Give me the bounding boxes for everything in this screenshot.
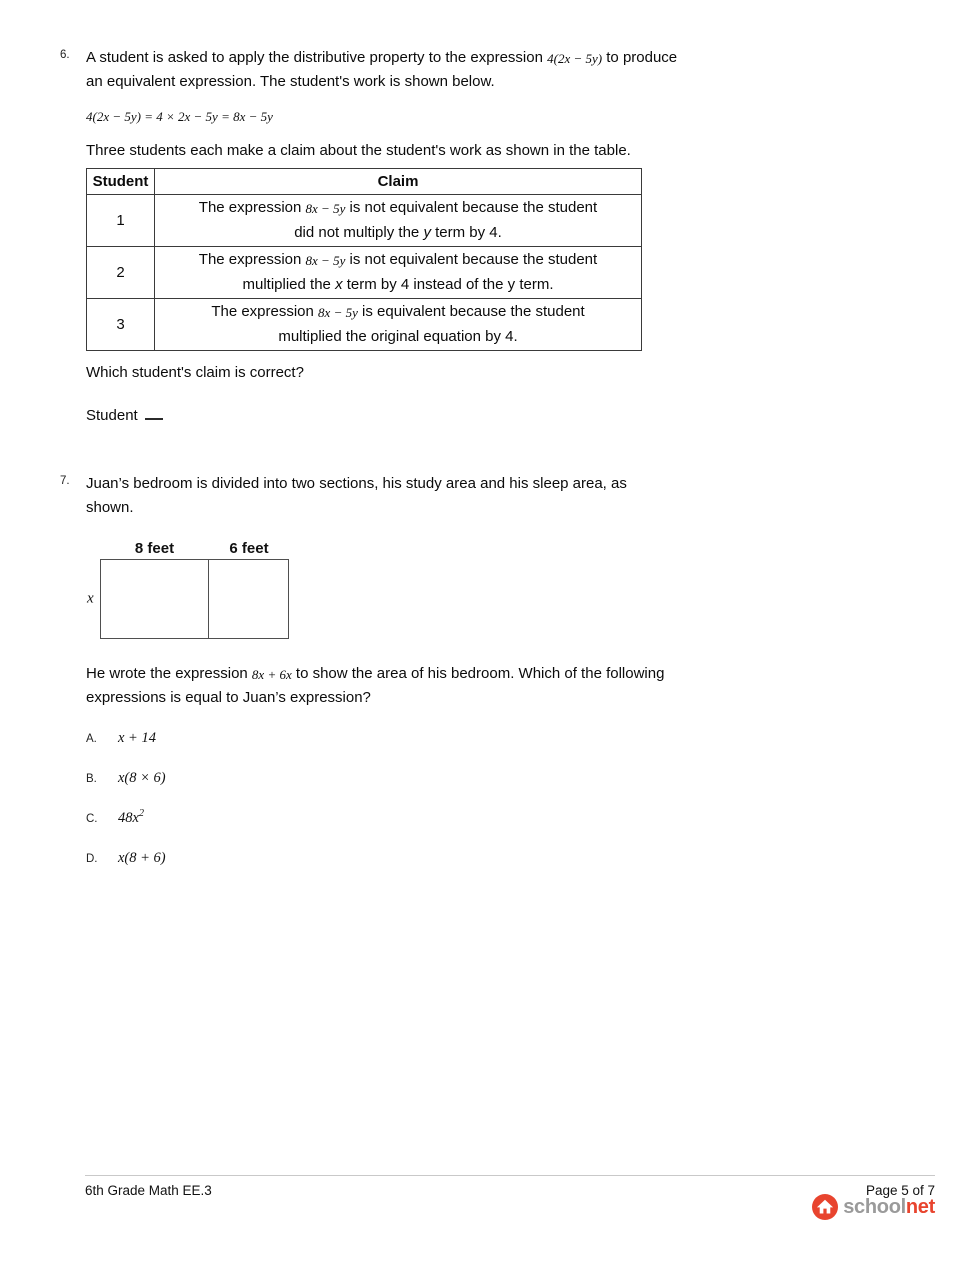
question-7-body — [86, 472, 979, 888]
question-6-prompt-text-1: A student is asked to apply the distributive property to the expression — [86, 49, 543, 66]
schoolnet-logo — [812, 1194, 935, 1220]
answer-line — [86, 407, 979, 424]
option-c-letter: C. — [86, 812, 98, 825]
claim-3-math: 8x − 5y — [318, 305, 358, 320]
answer-options — [86, 728, 979, 869]
student-2-number: 2 — [87, 247, 155, 299]
question-6-number: 6. — [60, 49, 70, 61]
option-d-letter: D. — [86, 852, 98, 865]
answer-blank — [145, 407, 163, 420]
claim-2-text-4: term by 4 instead of the y term. — [346, 275, 554, 293]
question-7-prompt — [86, 472, 979, 520]
question-7-ask-text-1: He wrote the expression — [86, 665, 248, 682]
claim-1-variable: y — [423, 223, 431, 241]
logo-text-net: net — [905, 1196, 935, 1218]
option-d-expression-text: x(8 + 6) — [118, 849, 166, 866]
claim-1-math: 8x − 5y — [305, 201, 346, 216]
option-a-letter: A. — [86, 732, 97, 745]
claim-3-text-3: multiplied the original equation by 4. — [278, 327, 518, 345]
claim-3-text-1: The expression — [211, 303, 314, 320]
question-7-ask-math: 8x + 6x — [251, 667, 292, 682]
sleep-area-rect — [209, 559, 289, 639]
option-c-expression-text: 48x — [118, 809, 139, 826]
schoolnet-logo-text — [843, 1194, 935, 1220]
logo-text-school: school — [843, 1196, 906, 1218]
schoolnet-house-icon — [812, 1194, 838, 1220]
claims-table — [86, 168, 642, 351]
diagram-label-6-feet: 6 feet — [229, 540, 269, 557]
claim-2-math: 8x − 5y — [305, 253, 346, 268]
question-6-prompt-text-2: to produce — [606, 49, 678, 66]
option-d-expression — [118, 848, 166, 867]
answer-label: Student — [86, 407, 138, 424]
option-b-letter: B. — [86, 772, 97, 785]
diagram-rectangles — [87, 559, 290, 639]
claim-1-text-2: is not equivalent because the student — [349, 199, 598, 216]
footer-course-label: 6th Grade Math EE.3 — [85, 1183, 212, 1198]
question-7 — [60, 472, 979, 888]
table-row-student-3 — [87, 299, 642, 351]
student-work-equation: 4(2x − 5y) = 4 × 2x − 5y = 8x − 5y — [86, 109, 273, 124]
question-7-ask-text-2: to show the area of his bedroom. Which of the following — [295, 665, 665, 682]
claims-table-body — [87, 195, 642, 351]
question-6-ask: Which student's claim is correct? — [86, 364, 304, 381]
student-1-claim — [155, 195, 642, 247]
question-7-ask — [86, 662, 979, 710]
bedroom-diagram — [87, 540, 290, 639]
student-3-number: 3 — [87, 299, 155, 351]
option-b — [86, 768, 979, 789]
option-c-exponent: 2 — [138, 808, 144, 819]
question-7-prompt-text-1: Juan’s bedroom is divided into two sections, his study area and his sleep area, as — [86, 475, 627, 492]
option-a-expression-text: x + 14 — [118, 729, 156, 746]
claim-1-text-3: did not multiply the — [294, 223, 420, 241]
question-7-ask-text-3: expressions is equal to Juan’s expression? — [86, 689, 371, 706]
diagram-width-labels — [100, 540, 290, 559]
header-claim: Claim — [155, 169, 642, 195]
option-b-expression — [118, 768, 166, 787]
claim-3-text-2: is equivalent because the student — [362, 303, 585, 320]
option-a-expression — [118, 728, 156, 747]
option-c — [86, 808, 979, 829]
claims-table-header-row — [87, 169, 642, 195]
page-footer — [85, 1175, 935, 1198]
student-3-claim — [155, 299, 642, 351]
question-7-number: 7. — [60, 475, 70, 487]
study-area-rect — [100, 559, 209, 639]
option-b-expression-text: x(8 × 6) — [118, 769, 166, 786]
question-6-prompt-math: 4(2x − 5y) — [547, 51, 603, 66]
claims-table-head — [87, 169, 642, 195]
diagram-label-x: x — [87, 590, 94, 607]
option-a — [86, 728, 979, 749]
question-6-prompt-text-3: an equivalent expression. The student's work is shown below. — [86, 73, 495, 90]
claim-1-text-4: term by 4. — [435, 223, 502, 241]
option-d — [86, 848, 979, 869]
question-6 — [60, 46, 979, 424]
diagram-label-8-feet: 8 feet — [134, 540, 175, 557]
claim-2-text-3: multiplied the — [242, 275, 331, 293]
claims-table-intro: Three students each make a claim about the student's work as shown in the table. — [86, 142, 631, 159]
header-student: Student — [87, 169, 155, 195]
option-c-expression — [118, 808, 144, 827]
claim-2-text-2: is not equivalent because the student — [349, 251, 598, 268]
table-row-student-2 — [87, 247, 642, 299]
table-row-student-1 — [87, 195, 642, 247]
claim-2-text-1: The expression — [198, 251, 302, 268]
question-6-prompt — [86, 46, 979, 94]
claim-1-text-1: The expression — [198, 199, 302, 216]
footer-page-number: Page 5 of 7 — [865, 1183, 935, 1198]
student-2-claim — [155, 247, 642, 299]
question-7-prompt-text-2: shown. — [86, 499, 134, 516]
question-6-body — [86, 46, 979, 424]
student-1-number: 1 — [87, 195, 155, 247]
claim-2-variable: x — [335, 275, 343, 293]
